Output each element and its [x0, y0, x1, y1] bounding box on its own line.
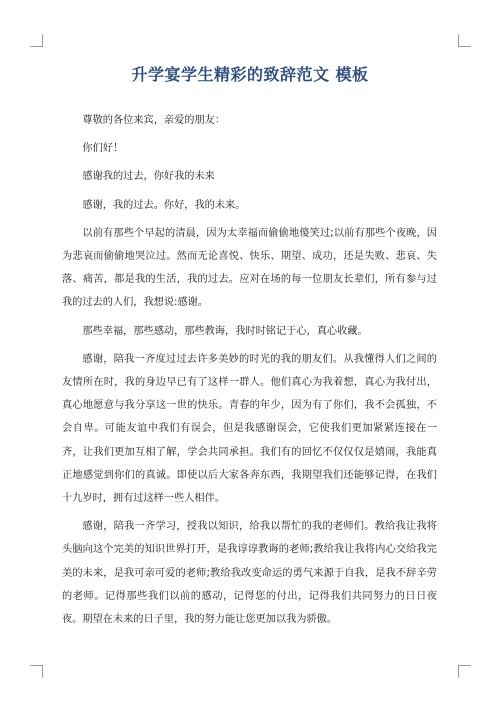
crop-mark-top-left [30, 34, 43, 47]
body-paragraph: 感谢，我的过去。你好，我的未来。 [82, 199, 246, 211]
greeting: 你们好！ [82, 143, 124, 155]
document-title: 升学宴学生精彩的致辞范文 模板 [131, 65, 369, 84]
crop-mark-bottom-right [458, 665, 471, 678]
crop-mark-bottom-left [30, 665, 43, 678]
crop-mark-top-right [458, 34, 471, 47]
body-paragraph: 感谢，陪我一齐学习，授我以知识，给我以帮忙的我的老师们。教给我让我将头脑向这个完美的知识世界打开，是我谆谆教诲的老师;教给我让我将内心交给我完美的未来，是我可亲可爱的老师;教给我改变命运的勇气来源于自我，是我不辞辛劳的老师。记得那些我们以前的感动，记得您的付出，记得我们共同努力的日日夜夜。期望在未来的日子里，我的努力能让您更加以我为骄傲。 [62, 521, 437, 626]
body-paragraph: 那些幸福，那些感动，那些教诲，我时时铭记于心，真心收藏。 [82, 325, 368, 337]
body-paragraph: 感谢，陪我一齐度过过去许多美妙的时光的我的朋友们。从我懂得人们之间的友情所在时，我的身边早已有了这样一群人。他们真心为我着想，真心为我付出，真心地愿意与我分享这一世的快乐。青春的年少，因为有了你们，我不会孤独，不会自卑。可能友谊中我们有误会，但是我感谢误会，它使我们更加紧紧连接在一齐，让我们更加互相了解，学会共同承担。我们有的回忆不仅仅仅是嬉闹，我能真正地感觉到你们的真诚。即使以后大家各奔东西，我期望我们还能够记得，在我们十九岁时，拥有过这样一些人相伴。 [62, 353, 437, 505]
subtitle-line: 感谢我的过去，你好我的未来 [82, 171, 215, 183]
salutation: 尊敬的各位来宾，亲爱的朋友： [82, 115, 226, 126]
body-paragraph: 以前有那些个早起的清晨，因为太幸福而偷偷地傻笑过;以前有那些个夜晚，因为悲哀而偷偷地哭泣过。然而无论喜悦、快乐、期望、成功，还是失败、悲哀、失落、痛苦，都是我的生活，我的过去。应对在场的每一位朋友长辈们，所有参与过我的过去的人们，我想说:感谢。 [62, 227, 437, 309]
document-body [62, 109, 437, 631]
